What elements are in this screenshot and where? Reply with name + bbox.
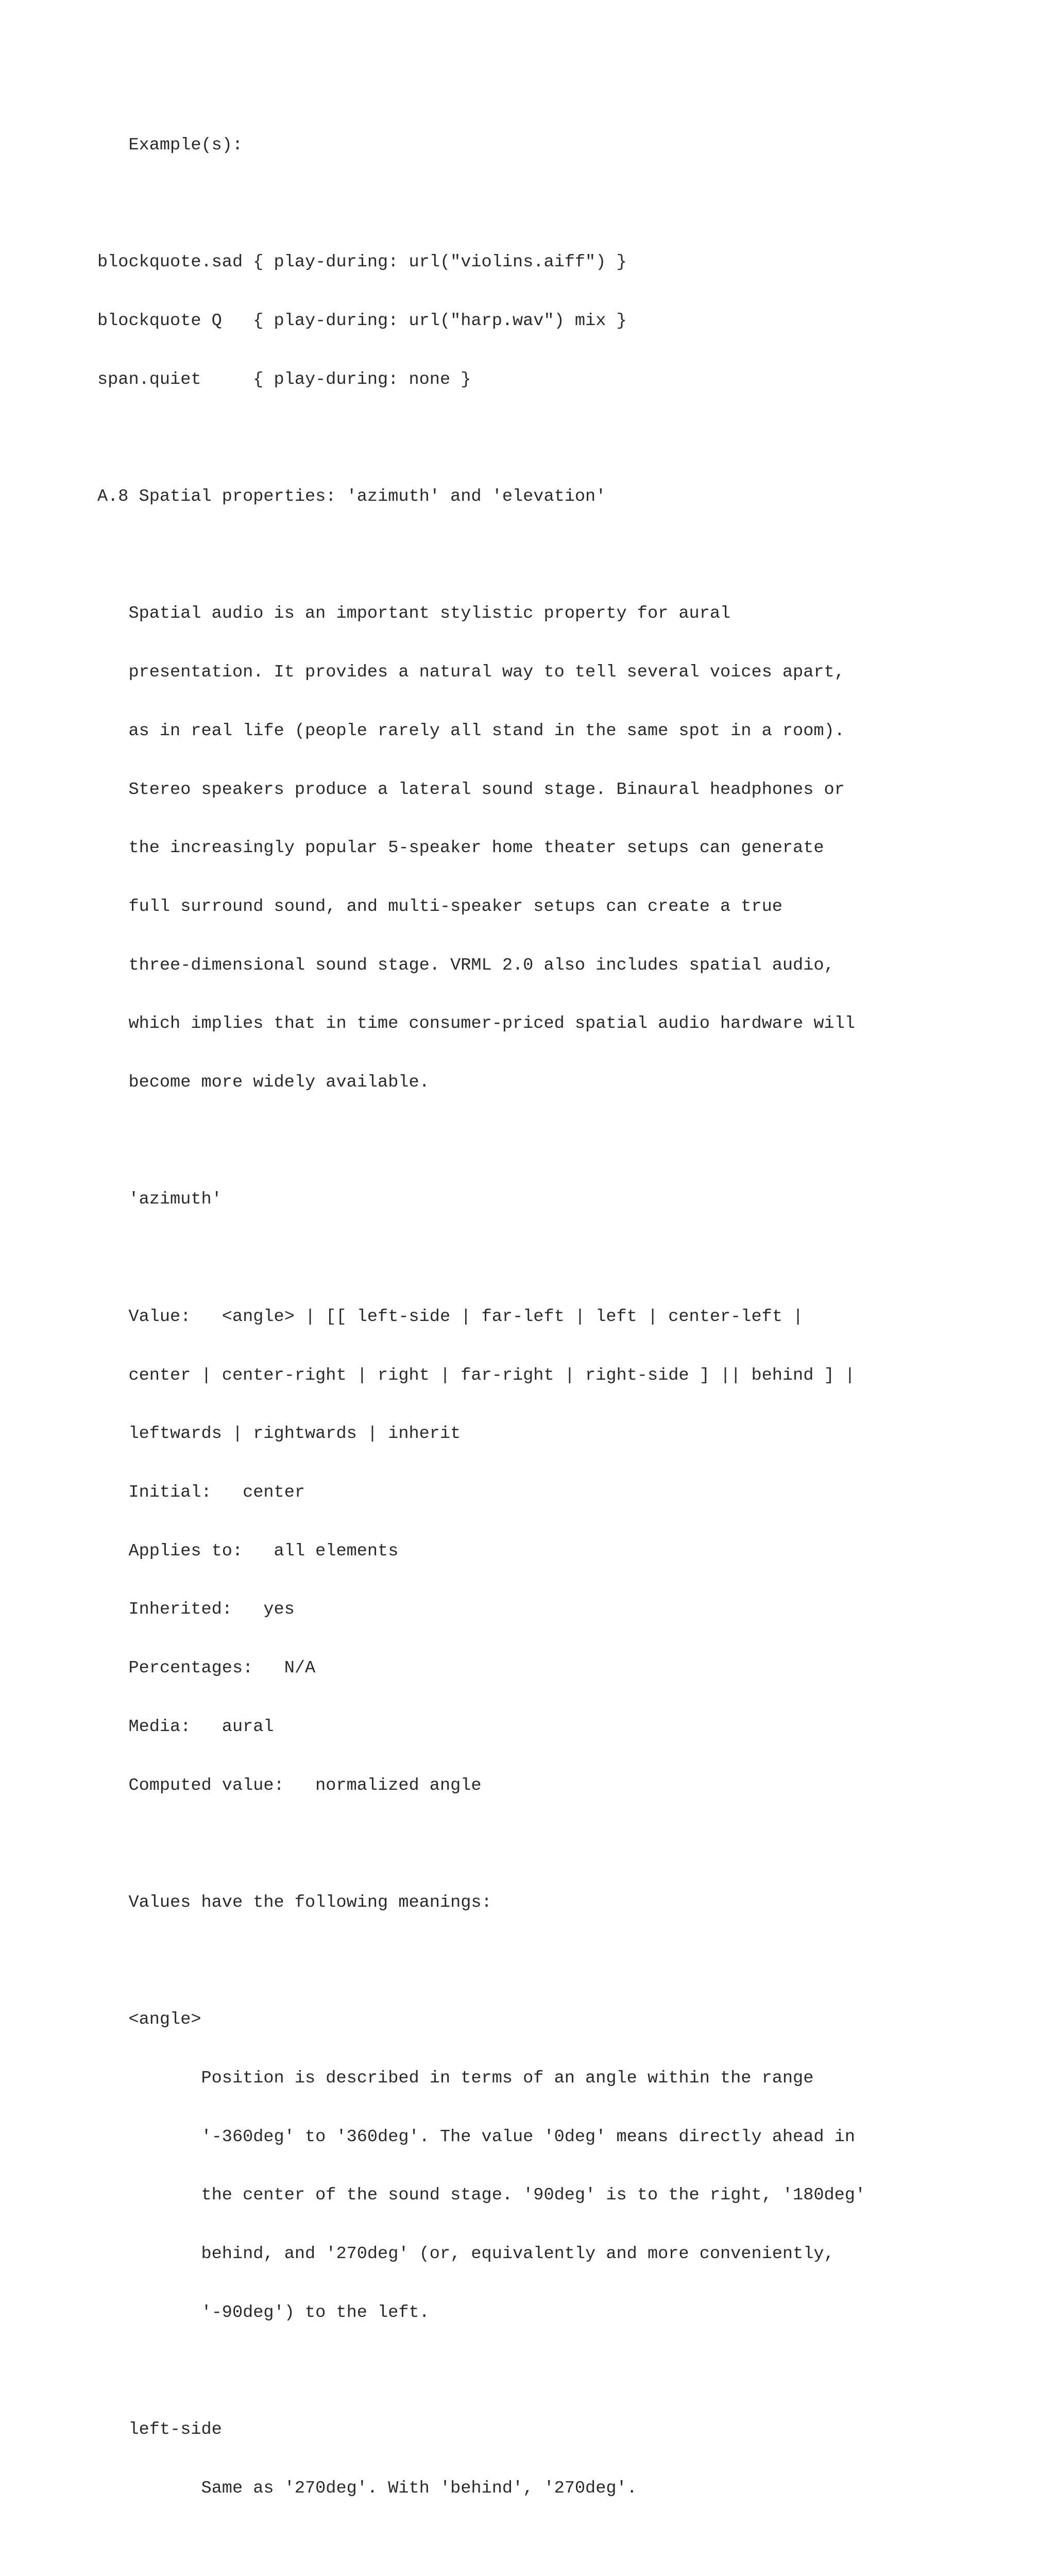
text-line [97,1132,865,1151]
values-intro: Values have the following meanings: [97,1892,492,1912]
text-line [97,429,865,448]
value-definition: Same as '270deg'. With 'behind', '270deg'. [97,2478,637,2498]
value-term: left-side [97,2420,222,2440]
text-line: Example(s): [97,135,243,155]
paragraph-line: Stereo speakers produce a lateral sound stage. Binaural headphones or [97,779,845,800]
property-value-line: center | center-right | right | far-right | right-side ] || behind ] | [97,1365,855,1385]
paragraph-line: become more widely available. [97,1073,430,1093]
property-initial: Initial: center [97,1482,305,1502]
value-definition: behind, and '270deg' (or, equivalently and more conveniently, [97,2244,835,2264]
text-line [97,546,865,566]
property-media: Media: aural [97,1717,274,1737]
property-name: 'azimuth' [97,1190,222,1210]
paragraph-line: Spatial audio is an important stylistic property for aural [97,604,731,624]
paragraph-line: full surround sound, and multi-speaker setups can create a true [97,896,782,917]
paragraph-line: three-dimensional sound stage. VRML 2.0 also includes spatial audio, [97,955,835,975]
text-line [97,1952,865,1972]
property-computed-value: Computed value: normalized angle [97,1775,482,1795]
paragraph-line: as in real life (people rarely all stand in the same spot in a room). [97,721,845,741]
text-line [97,1249,865,1268]
text-line [97,2538,865,2557]
code-line: blockquote Q { play-during: url("harp.wav") mix } [97,311,627,331]
value-term: <angle> [97,2010,201,2030]
code-line: blockquote.sad { play-during: url("violins.aiff") } [97,252,627,273]
paragraph-line: presentation. It provides a natural way to tell several voices apart, [97,663,845,683]
value-definition: '-360deg' to '360deg'. The value '0deg' means directly ahead in [97,2127,855,2147]
section-heading: A.8 Spatial properties: 'azimuth' and 'elevation' [97,487,606,507]
text-line [97,2362,865,2382]
paragraph-line: which implies that in time consumer-priced spatial audio hardware will [97,1014,855,1034]
document-page [97,97,865,2576]
paragraph-line: the increasingly popular 5-speaker home theater setups can generate [97,838,824,858]
property-value-line: Value: <angle> | [[ left-side | far-left | left | center-left | [97,1307,804,1327]
property-inherited: Inherited: yes [97,1600,295,1620]
code-line: span.quiet { play-during: none } [97,369,471,389]
value-definition: the center of the sound stage. '90deg' is to the right, '180deg' [97,2185,866,2206]
property-percentages: Percentages: N/A [97,1658,316,1679]
text-line [97,195,865,214]
value-definition: '-90deg') to the left. [97,2302,430,2323]
value-definition: Position is described in terms of an angle within the range [97,2069,814,2089]
property-value-line: leftwards | rightwards | inherit [97,1424,461,1444]
property-applies-to: Applies to: all elements [97,1541,399,1561]
text-line [97,1835,865,1854]
